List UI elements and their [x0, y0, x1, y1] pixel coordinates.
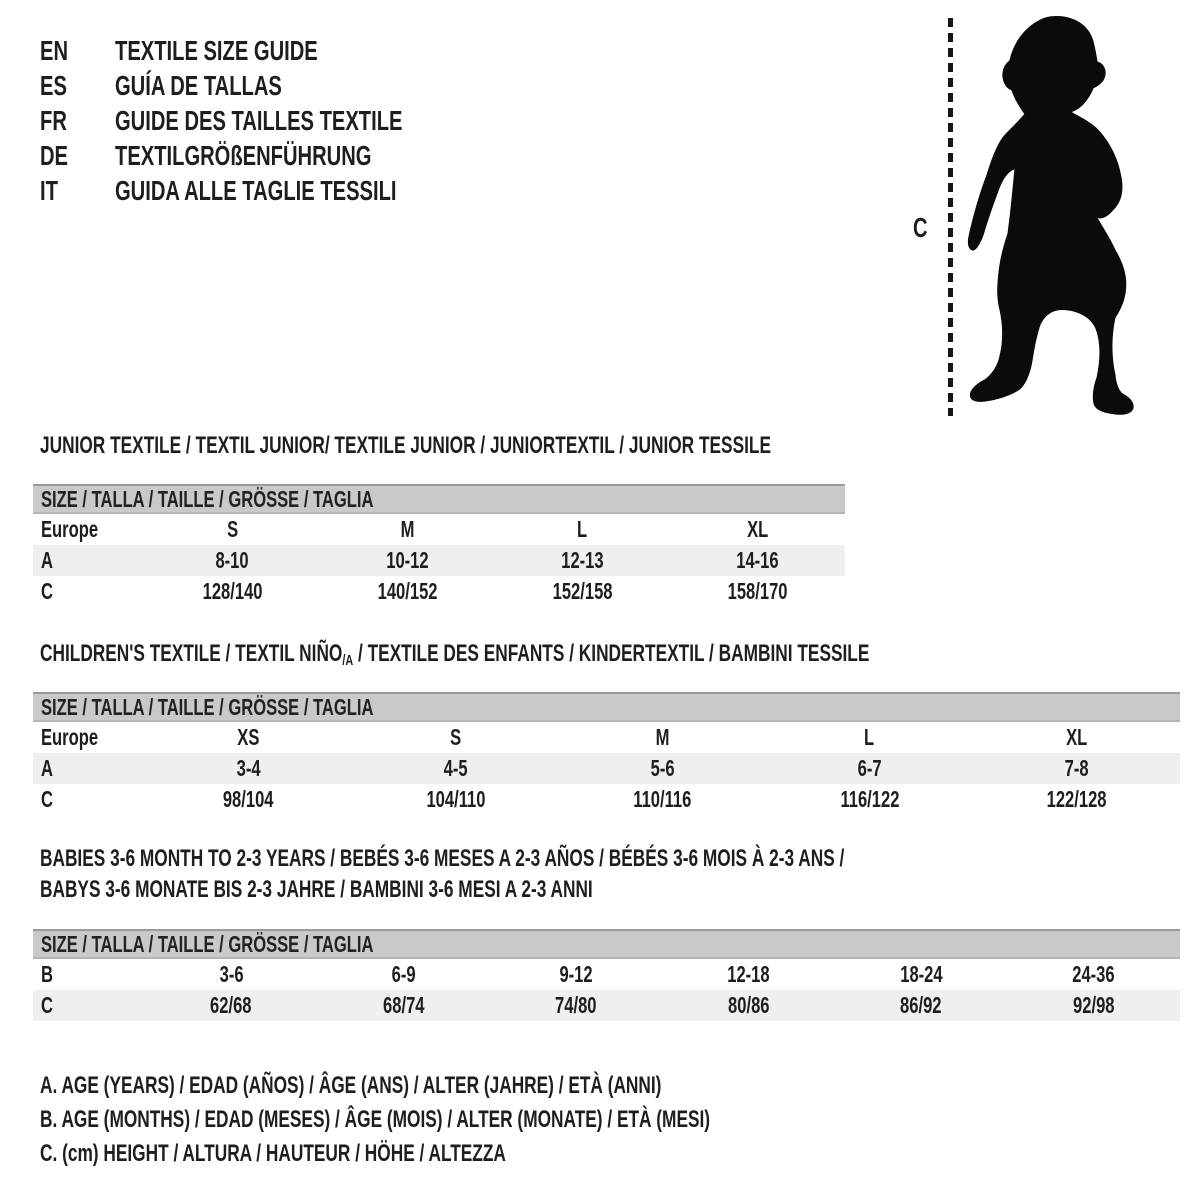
months-cell: 18-24	[900, 961, 943, 987]
height-cell: 152/158	[552, 578, 613, 604]
language-row	[40, 103, 640, 138]
size-header-bar	[33, 929, 1180, 959]
language-title-list	[40, 33, 640, 208]
table-row-age	[33, 545, 845, 576]
children-table-title	[40, 641, 1192, 674]
months-cell: 12-18	[727, 961, 770, 987]
table-row-height	[33, 990, 1180, 1021]
language-row	[40, 68, 640, 103]
table-row-europe	[33, 514, 845, 545]
height-cell: 122/128	[1046, 786, 1107, 812]
height-dashed-line	[948, 18, 953, 416]
months-cell: 9-12	[559, 961, 593, 987]
junior-table-title-text: JUNIOR TEXTILE / TEXTIL JUNIOR/ TEXTILE JUNIOR / JUNIORTEXTIL / JUNIOR TESSILE	[40, 432, 771, 459]
age-cell: 6-7	[857, 755, 882, 781]
guide-title: TEXTILE SIZE GUIDE	[115, 35, 318, 66]
guide-title: GUIDE DES TAILLES TEXTILE	[115, 105, 403, 136]
row-label: C	[41, 786, 53, 812]
height-cell: 74/80	[555, 992, 597, 1018]
size-header-bar	[33, 484, 845, 514]
height-cell: 116/122	[840, 786, 899, 812]
months-cell: 3-6	[219, 961, 244, 987]
months-cell: 6-9	[391, 961, 416, 987]
children-size-table	[33, 692, 1180, 815]
height-cell: 68/74	[383, 992, 425, 1018]
height-cell: 140/152	[377, 578, 438, 604]
junior-table-title	[40, 433, 1055, 459]
babies-size-table	[33, 929, 1180, 1021]
language-row	[40, 138, 640, 173]
age-cell: 5-6	[650, 755, 675, 781]
language-row	[40, 173, 640, 208]
guide-title: TEXTILGRÖßENFÜHRUNG	[115, 140, 372, 171]
age-cell: 8-10	[215, 547, 250, 573]
height-measure-figure	[900, 0, 1200, 430]
size-cell: XL	[1065, 724, 1088, 750]
row-label: Europe	[41, 724, 99, 750]
row-label: B	[41, 961, 53, 987]
row-label: Europe	[41, 516, 99, 542]
height-cell: 80/86	[728, 992, 770, 1018]
age-cell: 3-4	[236, 755, 261, 781]
height-cell: 110/116	[633, 786, 692, 812]
age-cell: 10-12	[386, 547, 429, 573]
height-cell: 158/170	[727, 578, 788, 604]
legend-line-a: A. AGE (YEARS) / EDAD (AÑOS) / ÂGE (ANS) / ALTER (JAHRE) / ETÀ (ANNI)	[40, 1072, 662, 1099]
size-cell: L	[864, 724, 875, 750]
height-cell: 92/98	[1073, 992, 1115, 1018]
height-cell: 104/110	[426, 786, 485, 812]
height-cell: 86/92	[900, 992, 942, 1018]
size-cell: S	[226, 516, 239, 542]
language-code: IT	[40, 175, 58, 206]
size-header-text: SIZE / TALLA / TAILLE / GRÖSSE / TAGLIA	[41, 486, 374, 512]
row-label: C	[41, 992, 53, 1018]
table-row-age	[33, 753, 1180, 784]
language-row	[40, 33, 640, 68]
height-cell: 62/68	[210, 992, 252, 1018]
legend-line-b: B. AGE (MONTHS) / EDAD (MESES) / ÂGE (MOIS) / ALTER (MONATE) / ETÀ (MESI)	[40, 1106, 711, 1133]
row-label: A	[41, 547, 53, 573]
size-cell: M	[655, 724, 670, 750]
row-label: A	[41, 755, 53, 781]
language-code: EN	[40, 35, 69, 66]
toddler-silhouette-icon	[963, 10, 1145, 416]
guide-title: GUÍA DE TALLAS	[115, 70, 282, 101]
size-header-text: SIZE / TALLA / TAILLE / GRÖSSE / TAGLIA	[41, 694, 374, 720]
size-header-bar	[33, 692, 1180, 722]
size-cell: XL	[746, 516, 769, 542]
age-cell: 12-13	[561, 547, 604, 573]
babies-table-title	[40, 843, 1157, 905]
language-code: FR	[40, 105, 67, 136]
size-cell: M	[400, 516, 415, 542]
age-cell: 4-5	[443, 755, 468, 781]
size-header-text: SIZE / TALLA / TAILLE / GRÖSSE / TAGLIA	[41, 931, 374, 957]
children-table-title-text: CHILDREN'S TEXTILE / TEXTIL $NIÑO_{/A}$ / TEXTILE DES ENFANTS / KINDERTEXTIL / BAMBINI TESSILE	[40, 640, 870, 669]
size-cell: XS	[237, 724, 260, 750]
row-label: C	[41, 578, 53, 604]
height-cell: 128/140	[202, 578, 263, 604]
babies-title-line1: BABIES 3-6 MONTH TO 2-3 YEARS / BEBÉS 3-6 MESES A 2-3 AÑOS / BÉBÉS 3-6 MOIS À 2-3 ANS /	[40, 845, 845, 872]
size-cell: L	[577, 516, 588, 542]
language-code: ES	[40, 70, 67, 101]
language-code: DE	[40, 140, 69, 171]
table-row-height	[33, 576, 845, 607]
age-cell: 7-8	[1064, 755, 1089, 781]
guide-title: GUIDA ALLE TAGLIE TESSILI	[115, 175, 397, 206]
measure-c-label: C	[913, 212, 928, 243]
babies-title-line2: BABYS 3-6 MONATE BIS 2-3 JAHRE / BAMBINI 3-6 MESI A 2-3 ANNI	[40, 876, 593, 903]
table-row-months	[33, 959, 1180, 990]
months-cell: 24-36	[1072, 961, 1115, 987]
legend-line-c: C. (cm) HEIGHT / ALTURA / HAUTEUR / HÖHE / ALTEZZA	[40, 1140, 506, 1167]
table-row-europe	[33, 722, 1180, 753]
junior-size-table	[33, 484, 845, 607]
measure-legend	[40, 1069, 971, 1171]
size-cell: S	[449, 724, 462, 750]
height-cell: 98/104	[223, 786, 274, 812]
age-cell: 14-16	[736, 547, 779, 573]
table-row-height	[33, 784, 1180, 815]
